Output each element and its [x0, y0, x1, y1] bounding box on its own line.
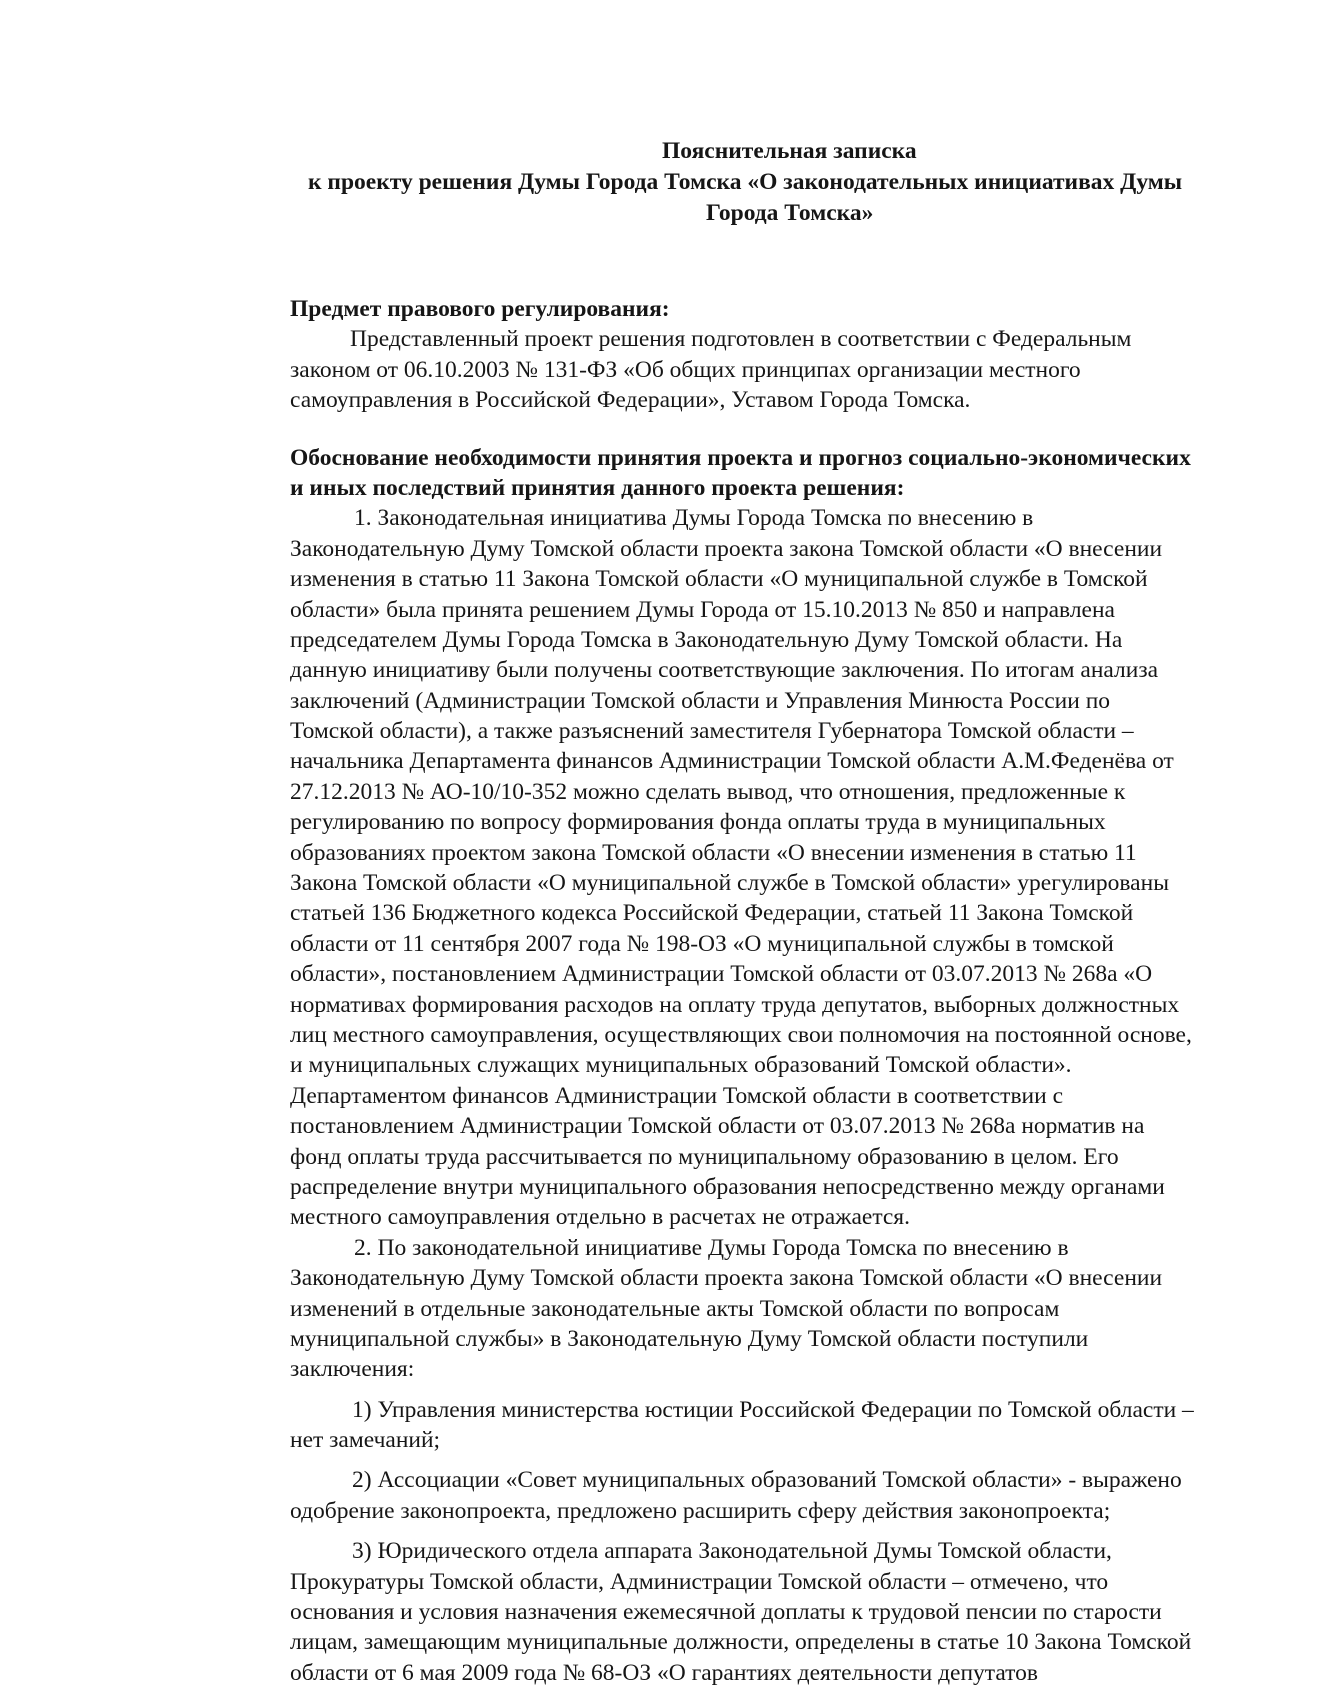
- sub-item-3-line: области от 6 мая 2009 года № 68-ОЗ «О гарантиях деятельности депутатов: [290, 1659, 1038, 1686]
- sub-item-2-line: одобрение законопроекта, предложено расширить сферу действия законопроекта;: [290, 1497, 1111, 1524]
- item-1-line: и муниципальных служащих муниципальных образований Томской области».: [290, 1052, 1072, 1079]
- item-1-line: Законодательную Думу Томской области проекта закона Томской области «О внесении: [290, 535, 1163, 562]
- item-1-line: 27.12.2013 № АО-10/10-352 можно сделать вывод, что отношения, предложенные к: [290, 778, 1126, 805]
- section-heading-legal-regulation: Предмет правового регулирования:: [290, 296, 670, 322]
- sub-item-3-line: Прокуратуры Томской области, Администрации Томской области – отмечено, что: [290, 1568, 1109, 1595]
- item-1-line: лиц местного самоуправления, осуществляющих свои полномочия на постоянной основе,: [290, 1021, 1192, 1048]
- document-body: [290, 294, 1330, 1688]
- title-line-1: Пояснительная записка: [662, 138, 917, 164]
- item-1-line: заключений (Администрации Томской области и Управления Минюста России по: [290, 687, 1111, 714]
- title-line-2: к проекту решения Думы Города Томска «О законодательных инициативах Думы: [308, 169, 1183, 195]
- title-line-3: Города Томска»: [706, 200, 874, 226]
- item-1-line: области от 11 сентября 2007 года № 198-ОЗ «О муниципальной службы в томской: [290, 930, 1114, 957]
- item-1-line: Закона Томской области «О муниципальной службе в Томской области» урегулированы: [290, 870, 1169, 897]
- item-1-line: нормативах формирования расходов на оплату труда депутатов, выборных должностных: [290, 991, 1180, 1018]
- item-2-line: 2. По законодательной инициативе Думы Города Томска по внесению в: [354, 1234, 1069, 1261]
- sub-item-1-line: 1) Управления министерства юстиции Российской Федерации по Томской области –: [352, 1396, 1194, 1423]
- sub-item-3-line: лицам, замещающим муниципальные должности, определены в статье 10 Закона Томской: [290, 1629, 1192, 1656]
- sub-item-3-line: основания и условия назначения ежемесячной доплаты к трудовой пенсии по старости: [290, 1599, 1162, 1626]
- item-1-line: области», постановлением Администрации Томской области от 03.07.2013 № 268а «О: [290, 961, 1153, 988]
- item-1-line: местного самоуправления отдельно в расчетах не отражается.: [290, 1204, 910, 1231]
- item-1-line: 1. Законодательная инициатива Думы Города Томска по внесению в: [354, 505, 1034, 532]
- item-1-line: начальника Департамента финансов Администрации Томской области А.М.Феденёва от: [290, 748, 1174, 775]
- sub-item-3-line: 3) Юридического отдела аппарата Законодательной Думы Томской области,: [352, 1538, 1112, 1565]
- item-2-line: Законодательную Думу Томской области проекта закона Томской области «О внесении: [290, 1265, 1163, 1292]
- item-1-line: регулированию по вопросу формирования фонда оплаты труда в муниципальных: [290, 809, 1106, 836]
- item-1-line: Департаментом финансов Администрации Томской области в соответствии с: [290, 1082, 1064, 1109]
- item-1-line: председателем Думы Города Томска в Законодательную Думу Томской области. На: [290, 626, 1123, 653]
- item-1-line: Томской области), а также разъяснений заместителя Губернатора Томской области –: [290, 718, 1134, 745]
- section-heading-justification-2: и иных последствий принятия данного проекта решения:: [290, 474, 905, 501]
- item-1-line: статьей 136 Бюджетного кодекса Российской Федерации, статьей 11 Закона Томской: [290, 900, 1134, 927]
- item-1-line: данную инициативу были получены соответствующие заключения. По итогам анализа: [290, 657, 1159, 684]
- paragraph-line: самоуправления в Российской Федерации», Уставом Города Томска.: [290, 387, 971, 414]
- item-1-line: образованиях проектом закона Томской области «О внесении изменения в статью 11: [290, 839, 1137, 866]
- item-2-line: муниципальной службы» в Законодательную Думу Томской области поступили: [290, 1325, 1089, 1352]
- section-heading-justification-1: Обоснование необходимости принятия проекта и прогноз социально-экономических: [290, 444, 1191, 471]
- paragraph-line: Представленный проект решения подготовлен в соответствии с Федеральным: [350, 326, 1132, 353]
- item-2-line: заключения:: [290, 1356, 415, 1383]
- sub-item-1-line: нет замечаний;: [290, 1427, 441, 1454]
- item-1-line: области» была принята решением Думы Города от 15.10.2013 № 850 и направлена: [290, 596, 1115, 623]
- item-1-line: распределение внутри муниципального образования непосредственно между органами: [290, 1173, 1165, 1200]
- item-1-line: фонд оплаты труда рассчитывается по муниципальному образованию в целом. Его: [290, 1143, 1119, 1170]
- sub-item-2-line: 2) Ассоциации «Совет муниципальных образований Томской области» - выражено: [352, 1467, 1182, 1494]
- item-1-line: изменения в статью 11 Закона Томской области «О муниципальной службе в Томской: [290, 566, 1148, 593]
- paragraph-line: законом от 06.10.2003 № 131-ФЗ «Об общих принципах организации местного: [290, 356, 1081, 383]
- item-2-line: изменений в отдельные законодательные акты Томской области по вопросам: [290, 1295, 1060, 1322]
- item-1-line: постановлением Администрации Томской области от 03.07.2013 № 268а норматив на: [290, 1113, 1145, 1140]
